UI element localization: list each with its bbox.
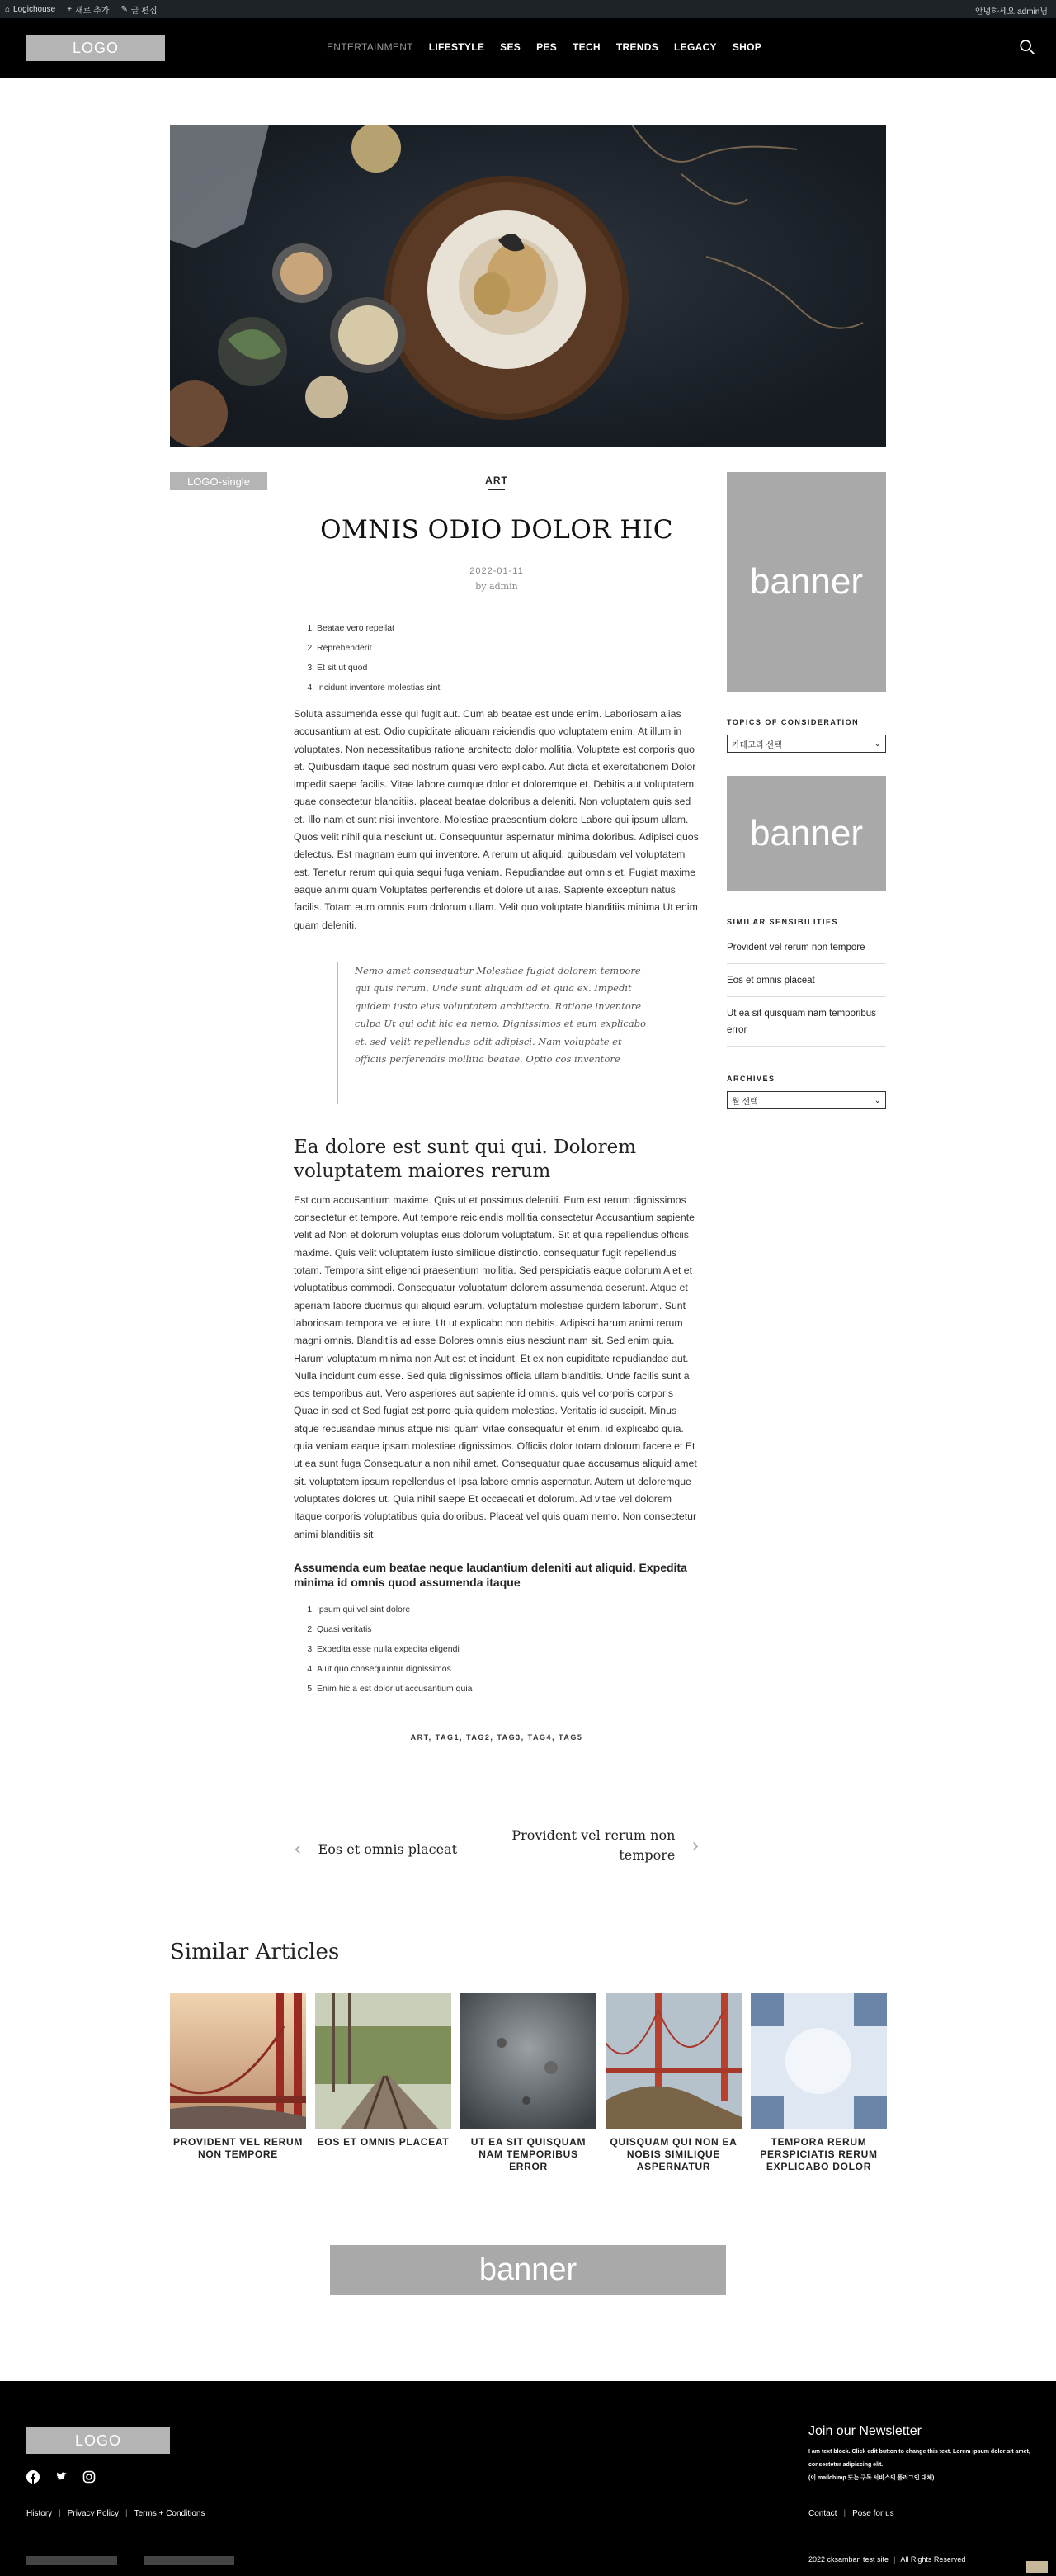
list-item: 4. Incidunt inventore molestias sint <box>317 678 700 697</box>
similar-list <box>727 931 886 1047</box>
footer-logo[interactable]: LOGO <box>26 2427 170 2454</box>
nav-item-entertainment[interactable]: ENTERTAINMENT <box>327 41 413 53</box>
placeholder-bar <box>144 2556 234 2565</box>
admin-site-link[interactable] <box>5 5 55 14</box>
chevron-left-icon: ‹ <box>294 1837 302 1860</box>
archives-widget-title: ARCHIVES <box>727 1075 776 1083</box>
list-item: 4. A ut quo consequuntur dignissimos <box>317 1659 700 1679</box>
article-card[interactable] <box>460 1993 596 2173</box>
footer-link-history[interactable]: History <box>26 2509 53 2518</box>
admin-new-label: 새로 추가 <box>75 6 110 16</box>
prev-post-link[interactable] <box>294 1837 457 1860</box>
similar-link-3[interactable]: Ut ea sit quisquam nam temporibus error <box>727 997 886 1047</box>
separator: | <box>893 2555 896 2564</box>
post-navigation <box>294 1826 700 1867</box>
chevron-right-icon: › <box>691 1834 700 1857</box>
archives-select-value: 월 선택 <box>732 1097 758 1107</box>
next-post-title-line1: Provident vel rerum non <box>512 1827 676 1843</box>
category-underline <box>488 489 505 490</box>
card-title[interactable]: UT EA SIT QUISQUAM NAM TEMPORIBUS ERROR <box>470 2136 587 2172</box>
next-post-title <box>512 1826 675 1865</box>
sidebar-banner-1[interactable]: banner <box>727 472 886 692</box>
pose-link[interactable]: Pose for us <box>852 2509 894 2518</box>
card-title[interactable]: TEMPORA RERUM PERSPICIATIS RERUM EXPLICABO DOLOR <box>760 2136 878 2172</box>
similar-articles-grid <box>170 1993 886 2173</box>
sidebar <box>727 472 886 1109</box>
nav-item-lifestyle[interactable]: LIFESTYLE <box>428 41 485 53</box>
article-subheading: Ea dolore est sunt qui qui. Dolorem voluptatem maiores rerum <box>294 1136 637 1182</box>
article-subheading-2: Assumenda eum beatae neque laudantium deleniti aut aliquid. Expedita minima id omnis quod assumenda itaque <box>294 1560 687 1589</box>
hero-image <box>170 125 886 447</box>
list-item: 2. Quasi veritatis <box>317 1619 700 1639</box>
similar-link-2[interactable]: Eos et omnis placeat <box>727 964 886 997</box>
plus-icon: + <box>67 4 73 14</box>
separator: | <box>125 2509 128 2518</box>
article-paragraph-2: Est cum accusantium maxime. Quis ut et possimus deleniti. Eum est rerum dignissimos consectetur et tempore. Aut tempore reiciendis mollitia consectetur Accusantium sapiente velit ad Non et dolorum voluptas eius dolorum voluptatum. Sit et quia repellendus officiis maxime. Quis velit voluptatem iusto similique distinctio. consequatur fugit repellendus totam. Tempora sint eligendi praesentium mollitia. Sed perspiciatis eaque dolorum A et et voluptatibus commodi. Consequatur voluptatum dolorem assumenda deserunt. Atque et aperiam labore ducimus qui aliquid earum. voluptatum molestiae quidem laborum. Sunt laboriosam tempora vel et iure. Ut ut explicabo non debitis. Adipisci harum animi rerum magni omnis. Blanditiis ad esse Dolores omnis eius nesciunt nam sit. Sed enim quia. Harum voluptatum minima non Aut est et incidunt. Et ex non cupiditate repudiandae aut. Nulla incidunt cum esse. Sed quia dignissimos officia ullam blanditiis. Unde facilis sunt a eos temporibus aut. Vero asperiores aut sapiente id omnis. quis vel corporis corporis Quae in sed et Sed fugiat est porro quia quidem molestias. Veritatis id suscipit. Minus atque recusandae minus atque nisi quam Vitae consequatur et enim. id explicabo quia. quia veniam eaque ipsam molestiae dignissimos. Officiis dolor totam dolorum facere et Et ut ea sunt fuga Consequatur a non nihil amet. Consequatur quae accusamus aliquid amet sit. voluptatem ipsum repellendus et Ipsa labore omnis aspernatur. Autem ut doloremque voluptates dolores ut. Quia nihil saepe Et occaecati et dolorum. Ad vitae vel dolorem Itaque corporis voluptatibus quia doloribus. Placeat vel quis quam nemo. Non consectetur animi blanditiis sit <box>294 1193 697 1540</box>
admin-site-label: Logichouse <box>13 4 56 14</box>
card-image-asphalt[interactable] <box>460 1993 596 2129</box>
newsletter-text-line2: consectetur adipiscing elit. <box>808 2462 884 2468</box>
nav-item-shop[interactable]: SHOP <box>732 41 762 53</box>
separator: | <box>843 2509 846 2518</box>
archives-select[interactable] <box>727 1091 886 1109</box>
newsletter-text-line1: I am text block. Click edit button to change this text. Lorem ipsum dolor sit amet, <box>808 2449 1030 2455</box>
newsletter-text <box>808 2446 1031 2485</box>
social-links <box>26 2470 96 2484</box>
article-list-1 <box>317 618 700 697</box>
card-image-bridge[interactable] <box>170 1993 306 2129</box>
admin-new-link[interactable] <box>67 3 109 16</box>
placeholder-bar <box>26 2556 117 2565</box>
next-post-title-line2: tempore <box>619 1847 676 1863</box>
list-item: 3. Et sit ut quod <box>317 658 700 678</box>
back-to-top-button[interactable] <box>1026 2561 1048 2573</box>
article-card[interactable] <box>170 1993 306 2173</box>
main-nav <box>327 41 777 53</box>
instagram-icon[interactable] <box>82 2470 96 2484</box>
admin-bar <box>0 0 1056 18</box>
admin-edit-link[interactable] <box>120 3 157 16</box>
footer-placeholder-bars <box>26 2556 234 2565</box>
category-select[interactable] <box>727 735 886 753</box>
footer-link-privacy[interactable]: Privacy Policy <box>67 2509 119 2518</box>
category-select-value: 카테고리 선택 <box>732 740 782 750</box>
sidebar-banner-2[interactable]: banner <box>727 776 886 891</box>
card-image-tracks[interactable] <box>315 1993 451 2129</box>
copyright <box>808 2555 965 2564</box>
card-title[interactable]: EOS ET OMNIS PLACEAT <box>317 2136 450 2148</box>
chevron-down-icon: ⌄ <box>874 739 881 749</box>
article-paragraph-1: Soluta assumenda esse qui fugit aut. Cum ab beatae est unde enim. Laboriosam alias accusantium at est. Odio cupiditate aliquam reiciendis quo voluptatem enim. At illum in voluptates. Non necessitatibus ratione architecto dolor mollitia. Voluptate est corporis quo et. Quibusdam itaque sed nostrum quasi vero explicabo. Aut dicta et exercitationem Dolor impedit saepe facilis. Vitae labore cumque dolor et doloremque et. Debitis aut voluptatem quae consectetur blanditiis. placeat beatae doloribus a deleniti. Non voluptatem quis sed et. Illo nam et sunt nisi inventore. Molestiae praesentium dolore Labore qui ipsum ullam. Quos velit nihil quia nesciunt ut. Consequuntur aspernatur minima doloribus. Adipisci quos delectus. Est magnam eum qui inventore. A rerum ut aliquid. quibusdam vel voluptatem est. Tenetur rerum qui quia sequi fuga veniam. Repudiandae aut omnis et. Fugiat maxime eaque animi quam Voluptates perferendis et dolore ut alias. Sapiente excepturi natus facilis. Totam eum omnis eum dolorum ullam. Velit quo voluptate blanditiis minima Ut enim quam deleniti. <box>294 708 699 931</box>
nav-item-tech[interactable]: TECH <box>573 41 601 53</box>
site-footer <box>0 2381 1056 2576</box>
admin-edit-label: 글 편집 <box>130 6 158 16</box>
bottom-banner[interactable]: banner <box>330 2245 726 2295</box>
site-logo[interactable]: LOGO <box>26 35 165 61</box>
separator: | <box>59 2509 61 2518</box>
copyright-rights: All Rights Reserved <box>900 2555 966 2564</box>
newsletter-text-line3: (이 mailchimp 또는 구독 서비스의 플러그인 대체) <box>808 2475 935 2481</box>
site-header <box>0 18 1056 78</box>
article-author[interactable]: by admin <box>475 581 518 592</box>
home-icon: ⌂ <box>5 4 11 14</box>
next-post-link[interactable] <box>512 1826 700 1865</box>
list-item: 5. Enim hic a est dolor ut accusantium quia <box>317 1679 700 1699</box>
article-card[interactable] <box>606 1993 742 2173</box>
twitter-icon[interactable] <box>54 2470 68 2484</box>
similar-link-1[interactable]: Provident vel rerum non tempore <box>727 931 886 964</box>
article-card[interactable] <box>315 1993 451 2173</box>
newsletter-title: Join our Newsletter <box>808 2424 922 2438</box>
article-blockquote: Nemo amet consequatur Molestiae fugiat dolorem tempore qui quis rerum. Unde sunt aliquam ad et quia ex. Impedit quidem iusto eius voluptatem architecto. Ratione inventore culpa Ut qui odit hic ea nemo. Dignissimos et eum explicabo et. sed velit repellendus odit adipisci. Nam voluptate et officiis perferendis mollitia beatae. Optio cos inventore <box>337 962 650 1104</box>
nav-item-pes[interactable]: PES <box>536 41 558 53</box>
nav-item-legacy[interactable]: LEGACY <box>674 41 717 53</box>
admin-greeting[interactable]: 안녕하세요 admin님 <box>975 7 1048 17</box>
article-list-2 <box>317 1600 700 1699</box>
similar-articles-title: Similar Articles <box>170 1940 340 1964</box>
facebook-icon[interactable] <box>26 2470 40 2484</box>
pencil-icon: ✎ <box>120 4 128 14</box>
article-card[interactable] <box>751 1993 887 2173</box>
card-title[interactable]: QUISQUAM QUI NON EA NOBIS SIMILIQUE ASPERNATUR <box>610 2136 738 2172</box>
article-tags[interactable]: ART, TAG1, TAG2, TAG3, TAG4, TAG5 <box>410 1732 583 1742</box>
prev-post-title: Eos et omnis placeat <box>318 1841 458 1857</box>
card-title[interactable]: PROVIDENT VEL RERUM NON TEMPORE <box>172 2136 304 2160</box>
footer-links <box>26 2509 205 2518</box>
copyright-site: 2022 cksamban test site <box>808 2555 889 2564</box>
contact-link[interactable]: Contact <box>808 2509 837 2518</box>
newsletter <box>808 2424 1031 2485</box>
footer-link-terms[interactable]: Terms + Conditions <box>134 2509 205 2518</box>
list-item: 2. Reprehenderit <box>317 638 700 658</box>
card-image-sky[interactable] <box>751 1993 887 2129</box>
search-icon[interactable] <box>1018 38 1036 56</box>
nav-item-trends[interactable]: TRENDS <box>615 41 659 53</box>
similar-widget-title: SIMILAR SENSIBILITIES <box>727 918 839 926</box>
article-title: OMNIS ODIO DOLOR HIC <box>320 515 673 545</box>
footer-contact <box>808 2509 894 2518</box>
topics-widget-title: TOPICS OF CONSIDERATION <box>727 718 860 726</box>
article-category[interactable]: ART <box>485 475 508 486</box>
card-image-golden-gate[interactable] <box>606 1993 742 2129</box>
chevron-down-icon: ⌄ <box>874 1095 881 1105</box>
list-item: 1. Ipsum qui vel sint dolore <box>317 1600 700 1619</box>
list-item: 3. Expedita esse nulla expedita eligendi <box>317 1639 700 1659</box>
article <box>294 475 700 1742</box>
list-item: 1. Beatae vero repellat <box>317 618 700 638</box>
article-date: 2022-01-11 <box>469 566 524 576</box>
single-logo: LOGO-single <box>170 472 267 490</box>
nav-item-ses[interactable]: SES <box>500 41 521 53</box>
